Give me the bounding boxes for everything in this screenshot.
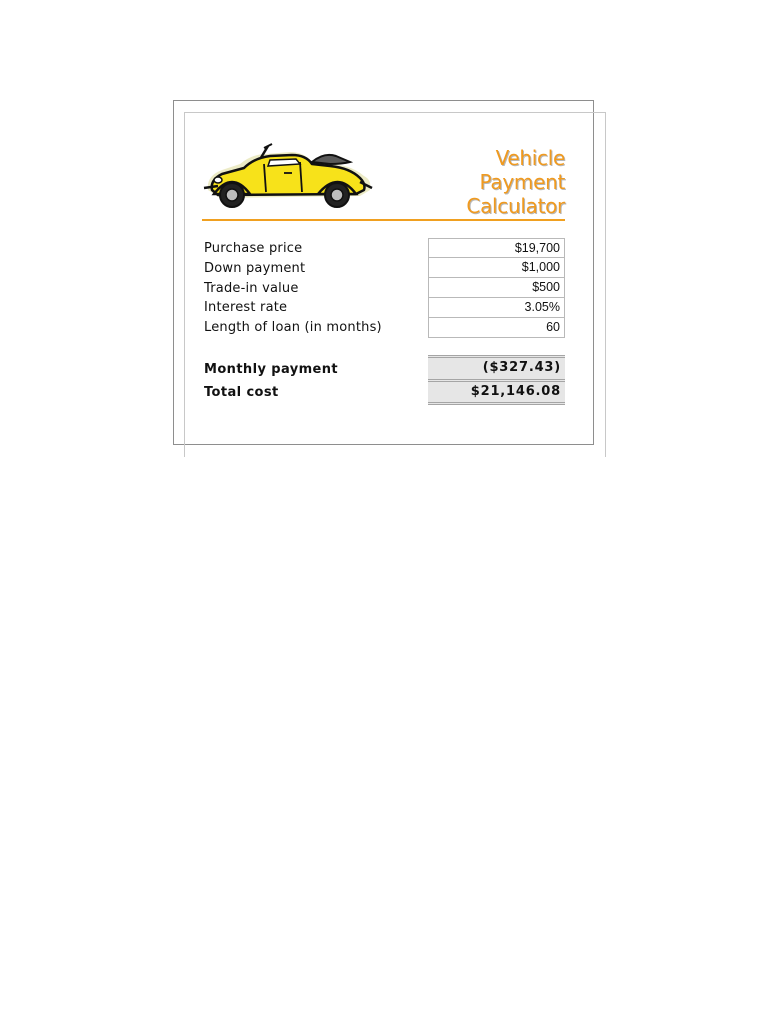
loan-length-label: Length of loan (in months)	[204, 320, 382, 335]
interest-rate-label: Interest rate	[204, 300, 288, 315]
title-divider	[202, 219, 565, 221]
monthly-payment-value: ($327.43)	[428, 355, 565, 379]
title-line-3: Calculator	[466, 194, 565, 218]
down-payment-label: Down payment	[204, 261, 306, 276]
total-cost-label: Total cost	[204, 385, 279, 400]
title-line-2: Payment	[479, 170, 565, 194]
trade-in-value-field[interactable]: $500	[428, 278, 565, 298]
page-title	[466, 146, 565, 218]
monthly-payment-label: Monthly payment	[204, 362, 339, 377]
purchase-price-label: Purchase price	[204, 241, 303, 256]
down-payment-field[interactable]: $1,000	[428, 258, 565, 278]
interest-rate-field[interactable]: 3.05%	[428, 298, 565, 318]
convertible-car-icon	[200, 140, 378, 214]
loan-length-field[interactable]: 60	[428, 318, 565, 338]
trade-in-value-label: Trade-in value	[204, 281, 299, 296]
total-cost-value: $21,146.08	[428, 379, 565, 405]
purchase-price-field[interactable]: $19,700	[428, 238, 565, 258]
title-line-1: Vehicle	[495, 146, 565, 170]
